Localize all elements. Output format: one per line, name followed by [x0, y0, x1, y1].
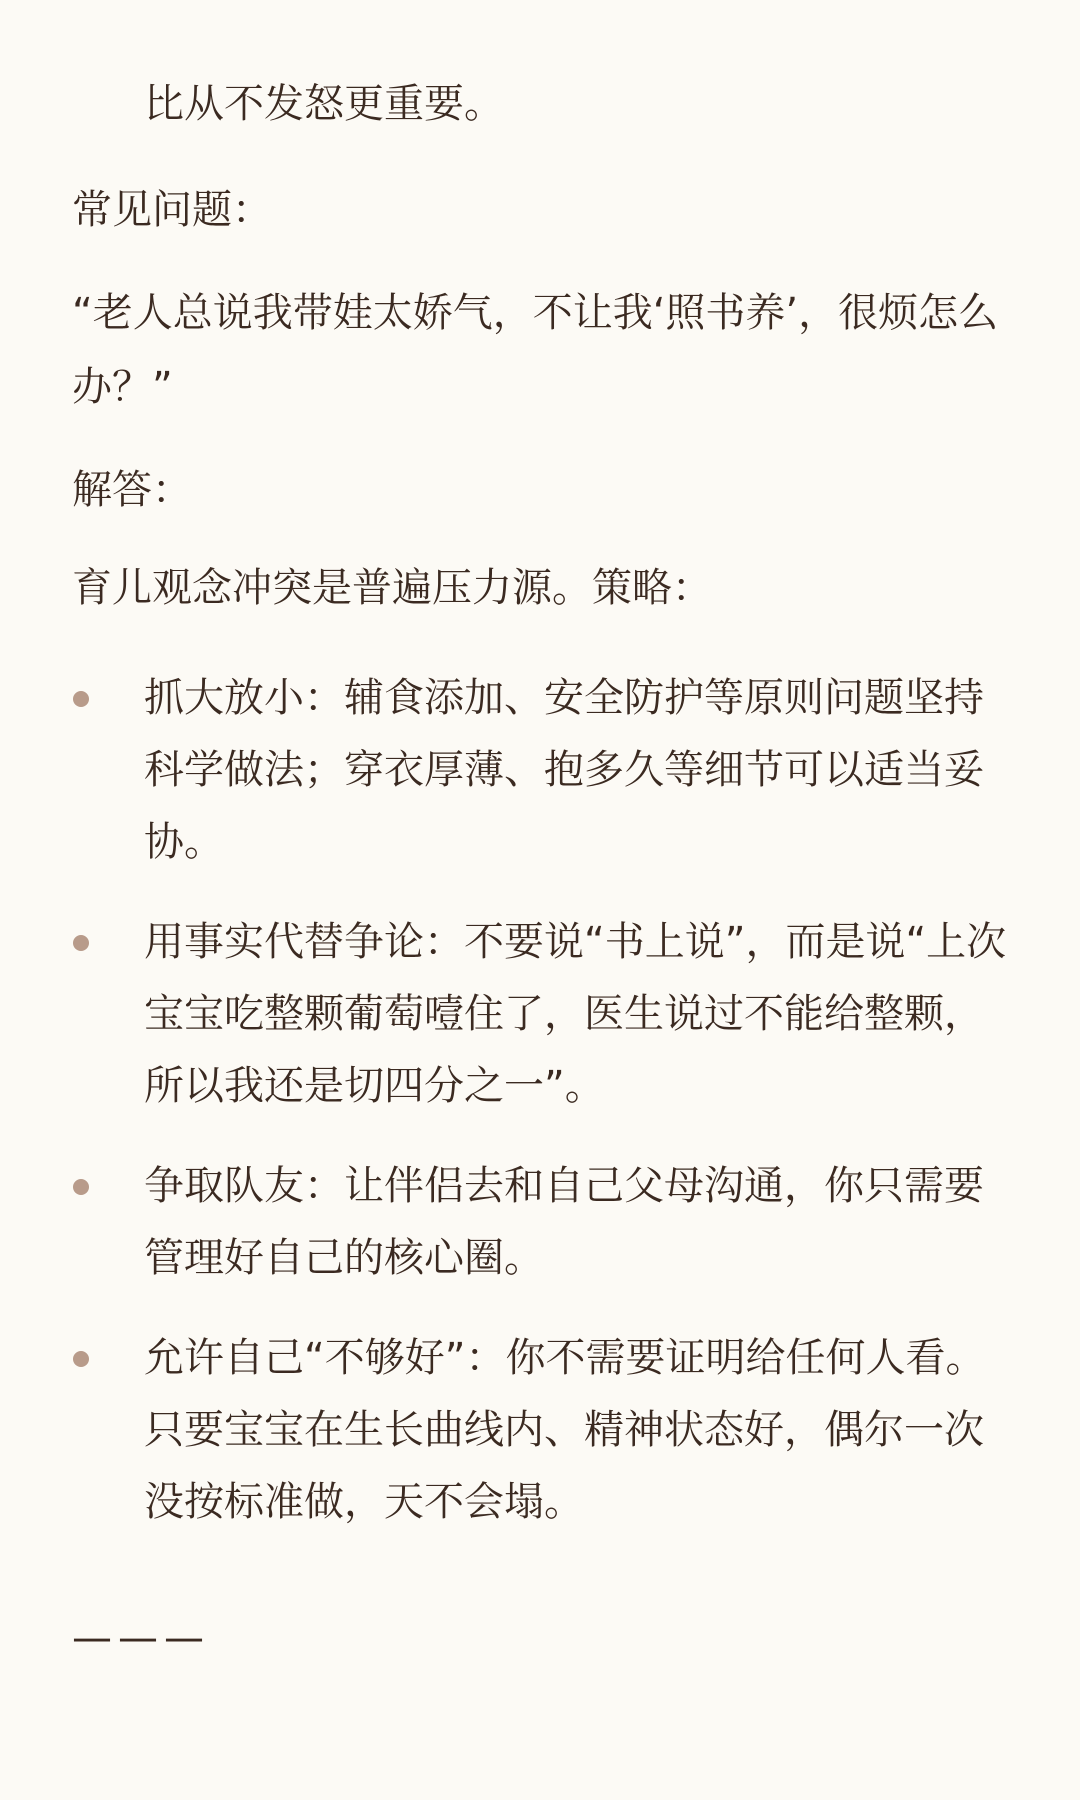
strategy-text: 争取队友：让伴侣去和自己父母沟通，你只需要管理好自己的核心圈。: [144, 1163, 984, 1281]
bullet-dot-icon: [73, 1351, 89, 1367]
strategy-item: [72, 1150, 1008, 1294]
section-divider: ———: [72, 1615, 210, 1661]
strategy-item: [72, 906, 1008, 1122]
strategy-text: 抓大放小：辅食添加、安全防护等原则问题坚持科学做法；穿衣厚薄、抱多久等细节可以适当妥协。: [144, 675, 984, 865]
bullet-dot-icon: [73, 1179, 89, 1195]
strategy-intro: 育儿观念冲突是普遍压力源。策略：: [72, 565, 712, 611]
strategy-list: [72, 662, 1008, 1538]
bullet-dot-icon: [73, 935, 89, 951]
continuation-text: 比从不发怒更重要。: [144, 81, 504, 127]
strategy-item: [72, 662, 1008, 878]
answer-heading: 解答：: [72, 467, 192, 513]
faq-heading: 常见问题：: [72, 187, 272, 233]
strategy-item: [72, 1322, 1008, 1538]
faq-question: “老人总说我带娃太娇气，不让我‘照书养’，很烦怎么办？”: [72, 290, 999, 410]
strategy-text: 用事实代替争论：不要说“书上说”，而是说“上次宝宝吃整颗葡萄噎住了，医生说过不能给整颗，所以我还是切四分之一”。: [144, 919, 1007, 1109]
strategy-text: 允许自己“不够好”：你不需要证明给任何人看。只要宝宝在生长曲线内、精神状态好，偶尔一次没按标准做，天不会塌。: [144, 1335, 986, 1525]
bullet-dot-icon: [73, 691, 89, 707]
